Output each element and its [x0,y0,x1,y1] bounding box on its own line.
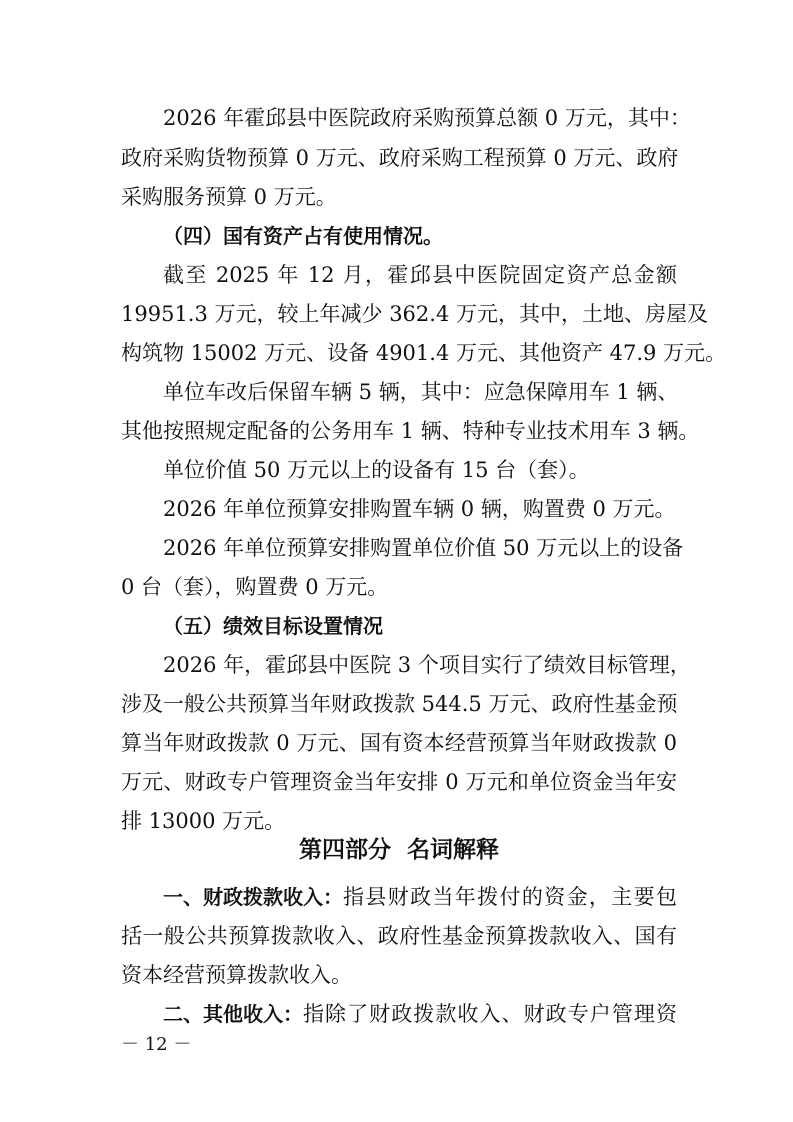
paragraph-line: 单位价值 50 万元以上的设备有 15 台（套）。 [163,458,590,482]
paragraph-line: 截至 2025 年 12 月，霍邱县中医院固定资产总金额 [163,263,677,287]
paragraph-line: 2026 年霍邱县中医院政府采购预算总额 0 万元，其中： [163,106,691,130]
paragraph-line: 采购服务预算 0 万元。 [121,185,337,209]
paragraph-line: 资本经营预算拨款收入。 [121,963,352,987]
paragraph-line: 19951.3 万元，较上年减少 362.4 万元，其中，土地、房屋及 [121,302,708,326]
paragraph-line: 涉及一般公共预算当年财政拨款 544.5 万元、政府性基金预 [121,692,678,716]
section-heading: （四）国有资产占有使用情况。 [163,224,443,248]
paragraph-line: 万元、财政专户管理资金当年安排 0 万元和单位资金当年安 [121,770,677,794]
paragraph-line [163,883,677,911]
paragraph-line: 算当年财政拨款 0 万元、国有资本经营预算当年财政拨款 0 [121,731,677,755]
term-title: 一、财政拨款收入： [163,885,343,909]
paragraph-line: 括一般公共预算拨款收入、政府性基金预算拨款收入、国有 [121,924,677,948]
paragraph-line: 政府采购货物预算 0 万元、政府采购工程预算 0 万元、政府 [121,146,679,170]
term-definition: 指除了财政拨款收入、财政专户管理资 [303,1002,677,1026]
section-heading: （五）绩效目标设置情况 [163,614,383,638]
paragraph-line: 单位车改后保留车辆 5 辆，其中：应急保障用车 1 辆、 [163,380,679,404]
paragraph-line: 2026 年单位预算安排购置车辆 0 辆，购置费 0 万元。 [163,497,676,521]
paragraph-line: 0 台（套），购置费 0 万元。 [121,575,389,599]
paragraph-line: 2026 年单位预算安排购置单位价值 50 万元以上的设备 [163,536,684,560]
paragraph-line: 2026 年，霍邱县中医院 3 个项目实行了绩效目标管理， [163,653,691,677]
term-definition: 指县财政当年拨付的资金，主要包 [343,885,677,909]
paragraph-line: 其他按照规定配备的公务用车 1 辆、特种专业技术用车 3 辆。 [121,419,700,443]
paragraph-line: 排 13000 万元。 [121,809,286,833]
paragraph-line: 构筑物 15002 万元、设备 4901.4 万元、其他资产 47.9 万元。 [121,341,727,365]
part-title: 第四部分 名词解释 [299,837,500,863]
paragraph-line [163,1000,677,1028]
term-title: 二、其他收入： [163,1002,303,1026]
page-number: － 12 － [121,1034,192,1055]
